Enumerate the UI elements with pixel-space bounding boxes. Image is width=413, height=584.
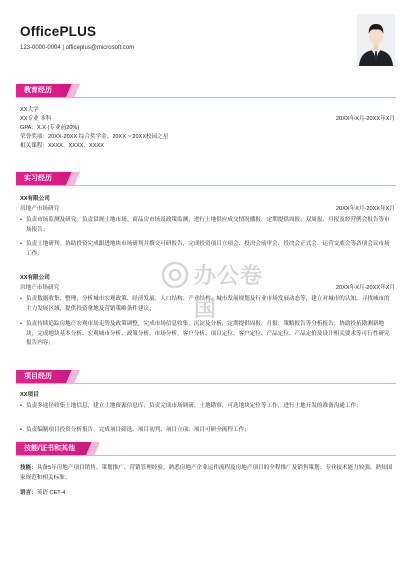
project-name: XX项目 <box>20 392 39 398</box>
school-name: XX大学 <box>20 107 39 113</box>
avatar-photo <box>357 14 395 66</box>
language-paragraph <box>20 489 393 499</box>
project-bullet: • 负责编制项目投资分析报告。完成项目筛选、项目初判、项目立项、项目可研全流程工作； <box>20 426 393 436</box>
skills-label: 技能： <box>20 465 37 471</box>
section-title: 实习经历 <box>24 175 52 182</box>
honors: 荣誉奖项：20XX-20XX 综合奖学金、20XX ~ 20XX校园之星 <box>20 134 169 140</box>
company-name: XX有限公司 <box>20 275 50 281</box>
major: XX专业 本科 <box>20 116 52 122</box>
company-name: XX有限公司 <box>20 196 50 202</box>
skills-paragraph <box>20 464 393 483</box>
skills-text: 具备5年房地产项目销售、策划推广、营销管理经验，熟悉房地产企业运作流程及房地产项目的全程推广及销售策划；专业技术能力较强，熟知国家规范和相关标准； <box>20 465 393 481</box>
courses: 相关课程：XXXX、XXXX、XXXX <box>20 143 104 149</box>
job-role: 房地产市场研究 <box>20 206 60 212</box>
job-bullet: • 负责持续追踪房地产宏观市场走势及政策调整，完成市场信息收集、沉淀及分析，定期提供周报、月报、策略报告等分析报告；协助投拓勘测新地块，完成地块基本分析、宏观城市分析、政策分析、市场分析、客户分析、项目定位、客户定位、产品定位、产品定价及设计相关要求等可行性研究报告内容； <box>20 320 393 349</box>
job-bullet: • 负责市场监测及研究。负责常规土地市场、商品房市场及政策监测，进行土地供应成交情况播报，定期提供周报、双周报、月报及经营例会报告等市场报告； <box>20 216 393 235</box>
section-header-projects <box>16 370 396 383</box>
contact-info: 123-0000-0004 | officeplus@microsoft.com <box>20 45 135 51</box>
section-title: 教育经历 <box>24 87 52 94</box>
watermark <box>160 258 280 322</box>
section-title: 项目经历 <box>24 373 52 380</box>
job-row <box>20 205 395 213</box>
candidate-name: OfficePLUS <box>20 24 97 39</box>
job-role: 房地产市场研究 <box>20 285 60 291</box>
watermark-logo-icon <box>160 260 190 290</box>
job-bullet: • 负责数据收集、整理，分析城市宏观政策、经济发展、人口结构、产业结构、城市发展规划及行业市场发展动态等，建立对城市的认知，寻找城市的主力发展区域，提供投资拿地及营销策略条件建议； <box>20 295 393 314</box>
person-avatar-icon <box>357 14 395 66</box>
gpa: GPA：X.X (专业前20%) <box>20 125 80 131</box>
education-period: 20XX年X月-20XX年X月 <box>335 116 395 122</box>
language-text: 英语 CET-4 <box>36 490 66 496</box>
job-period: 20XX年X月-20XX年X月 <box>335 206 395 212</box>
project-bullet: • 负责多途径收集土地信息，建立土地资源信息库；负责完成市场调研、土地勘察、可选地块定位等工作，进行土地开发的准备沟通工作； <box>20 402 393 412</box>
language-label: 语言： <box>20 490 37 496</box>
section-header-education <box>16 84 396 97</box>
section-title: 技能/证书和其他 <box>24 445 75 452</box>
section-header-internship <box>16 172 396 185</box>
watermark-text: 办公卷国 <box>194 264 264 322</box>
job-period: 20XX年X月-20XX年X月 <box>335 285 395 291</box>
section-header-skills <box>16 442 396 455</box>
education-row <box>20 115 395 123</box>
job-bullet: • 负责土地研判。协助投资完成跟进地块市场研判并撰交可研报告，完成投资项目立项会、投决会前审会、投决会正式会、运营交底会等各项会议市场工作； <box>20 240 393 259</box>
